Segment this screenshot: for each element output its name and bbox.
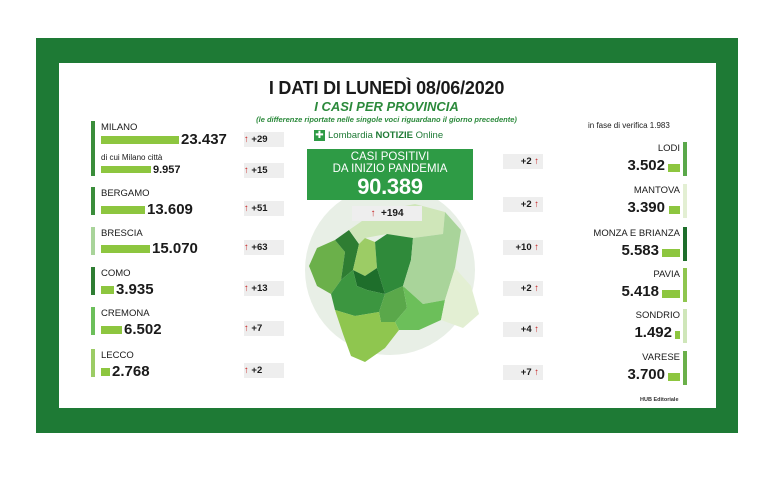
delta-badge-brescia: [244, 240, 284, 255]
value-bar-brescia: [101, 245, 150, 253]
sub-value-milano-citta: 9.957: [153, 164, 181, 176]
value-bar-mantova: [669, 206, 680, 214]
value-bar-varese: [668, 373, 680, 381]
logo-text-3: Online: [415, 130, 444, 142]
delta-value: +13: [251, 283, 268, 294]
province-name-bergamo: BERGAMO: [101, 188, 150, 199]
province-value-como: 3.935: [116, 281, 154, 298]
page-note: (le differenze riportate nelle singole voci riguardano il giorno precedente): [256, 115, 517, 124]
province-value-cremona: 6.502: [124, 321, 162, 338]
arrow-up-icon: ↑: [534, 199, 539, 210]
province-name-milano: MILANO: [101, 122, 138, 133]
province-value-brescia: 15.070: [152, 240, 198, 257]
verification-note: in fase di verifica 1.983: [588, 121, 670, 130]
province-name-brescia: BRESCIA: [101, 228, 143, 239]
province-color-bar: [683, 351, 687, 385]
province-color-bar: [683, 227, 687, 261]
page-title: I DATI DI LUNEDÌ 08/06/2020: [268, 78, 505, 98]
province-value-mantova: 3.390: [627, 199, 665, 216]
province-color-bar: [683, 268, 687, 302]
province-value-bergamo: 13.609: [147, 201, 193, 218]
arrow-up-icon: ↑: [370, 208, 376, 219]
delta-value: +29: [251, 134, 268, 145]
province-value-monza: 5.583: [621, 242, 659, 259]
value-bar-bergamo: [101, 206, 145, 214]
delta-badge-cremona: [244, 321, 284, 336]
total-cases-delta: [352, 206, 422, 221]
delta-value: +2: [520, 283, 532, 294]
value-bar-pavia: [662, 290, 680, 298]
province-name-lodi: LODI: [657, 143, 680, 154]
value-bar-monza: [662, 249, 680, 257]
credit-text: HUB Editoriale: [640, 397, 679, 403]
arrow-up-icon: ↑: [534, 242, 539, 253]
delta-value: +2: [251, 365, 263, 376]
delta-value: +2: [520, 156, 532, 167]
arrow-up-icon: ↑: [534, 156, 539, 167]
delta-badge-lodi: [503, 154, 543, 169]
province-color-bar: [91, 267, 95, 295]
total-cases-value: 90.389: [357, 174, 423, 199]
lombardia-notizie-logo: [314, 130, 443, 141]
province-value-pavia: 5.418: [621, 283, 659, 300]
total-cases-label-2: DA INIZIO PANDEMIA: [332, 163, 448, 175]
logo-text-2: NOTIZIE: [375, 130, 414, 142]
value-bar-como: [101, 286, 114, 294]
delta-value: +51: [251, 203, 268, 214]
delta-value: +194: [381, 208, 404, 219]
value-bar-milano-citta: [101, 166, 151, 173]
delta-badge-mantova: [503, 197, 543, 212]
delta-badge-sondrio: [503, 322, 543, 337]
arrow-up-icon: ↑: [534, 367, 539, 378]
province-name-como: COMO: [101, 268, 131, 279]
value-bar-sondrio: [675, 331, 680, 339]
total-cases-box: [307, 149, 473, 200]
delta-badge-como: [244, 281, 284, 296]
delta-value: +7: [251, 323, 263, 334]
province-name-mantova: MANTOVA: [633, 185, 680, 196]
arrow-up-icon: ↑: [244, 134, 249, 145]
province-color-bar: [91, 227, 95, 255]
delta-badge-pavia: [503, 281, 543, 296]
delta-value: +4: [520, 324, 532, 335]
value-bar-cremona: [101, 326, 122, 334]
delta-badge-bergamo: [244, 201, 284, 216]
province-value-varese: 3.700: [627, 366, 665, 383]
province-name-pavia: PAVIA: [653, 269, 680, 280]
province-name-sondrio: SONDRIO: [635, 310, 680, 321]
total-cases-label-1: CASI POSITIVI: [350, 151, 430, 163]
delta-value: +7: [520, 367, 532, 378]
cross-icon: ✚: [315, 130, 324, 141]
delta-badge-lecco: [244, 363, 284, 378]
arrow-up-icon: ↑: [244, 203, 249, 214]
value-bar-lodi: [668, 164, 680, 172]
province-value-milano: 23.437: [181, 131, 227, 148]
delta-value: +15: [251, 165, 268, 176]
delta-value: +63: [251, 242, 268, 253]
value-bar-lecco: [101, 368, 110, 376]
province-name-monza: MONZA E BRIANZA: [593, 228, 680, 239]
delta-value: +10: [515, 242, 532, 253]
province-color-bar: [91, 307, 95, 335]
arrow-up-icon: ↑: [244, 323, 249, 334]
page-subtitle: I CASI PER PROVINCIA: [314, 99, 459, 114]
province-name-varese: VARESE: [642, 352, 680, 363]
sub-label-milano-citta: di cui Milano città: [101, 153, 163, 162]
arrow-up-icon: ↑: [244, 283, 249, 294]
province-color-bar: [91, 349, 95, 377]
province-name-lecco: LECCO: [101, 350, 134, 361]
province-color-bar: [683, 309, 687, 343]
province-color-bar: [91, 187, 95, 215]
arrow-up-icon: ↑: [534, 283, 539, 294]
province-color-bar: [683, 142, 687, 176]
province-name-cremona: CREMONA: [101, 308, 150, 319]
arrow-up-icon: ↑: [244, 242, 249, 253]
province-value-lecco: 2.768: [112, 363, 150, 380]
delta-badge-monza: [503, 240, 543, 255]
delta-value: +2: [520, 199, 532, 210]
arrow-up-icon: ↑: [244, 365, 249, 376]
delta-badge-milano-citta: [244, 163, 284, 178]
delta-badge-varese: [503, 365, 543, 380]
province-color-bar: [91, 121, 95, 176]
delta-badge-milano: [244, 132, 284, 147]
province-value-lodi: 3.502: [627, 157, 665, 174]
province-color-bar: [683, 184, 687, 218]
value-bar-milano: [101, 136, 179, 144]
arrow-up-icon: ↑: [534, 324, 539, 335]
arrow-up-icon: ↑: [244, 165, 249, 176]
logo-text-1: Lombardia: [328, 130, 373, 142]
province-value-sondrio: 1.492: [634, 324, 672, 341]
